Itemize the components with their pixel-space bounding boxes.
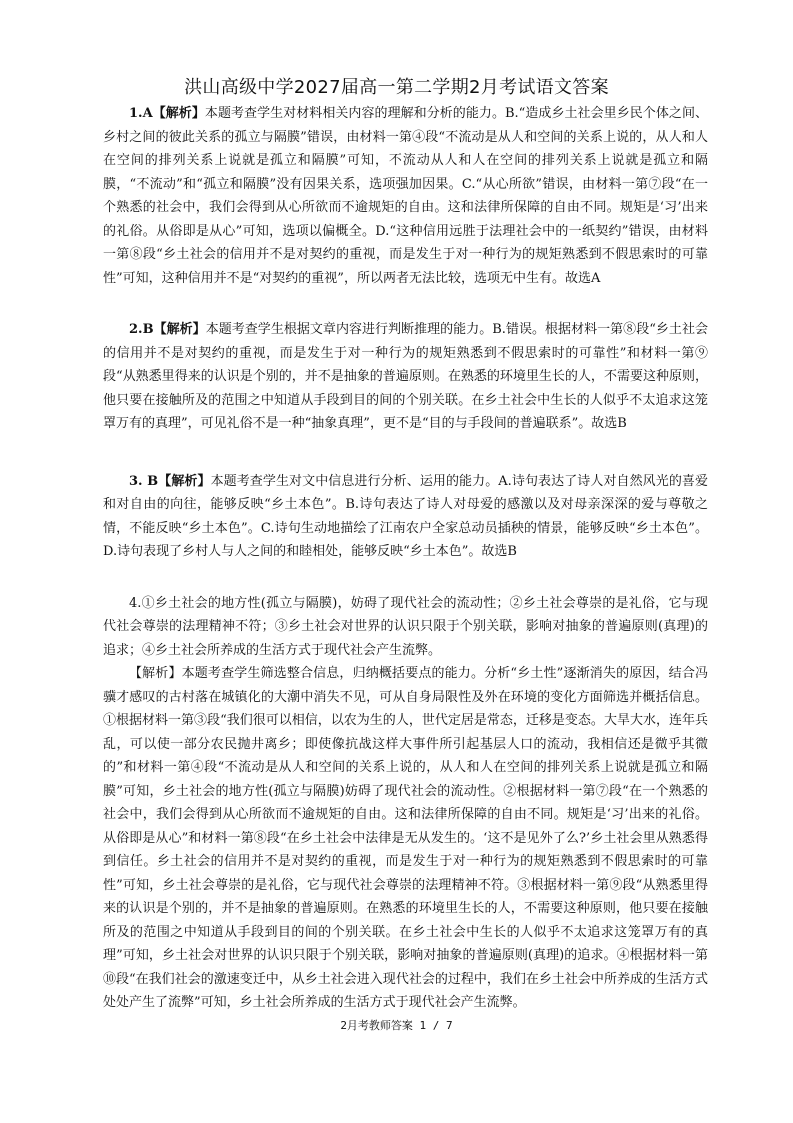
answer-1-lead: 1.A【解析】: [129, 106, 205, 121]
answer-2-text: 本题考查学生根据文章内容进行判断推理的能力。B.错误。根据材料一第⑧段“乡土社会的信用并不是对契约的重视，而是发生于对一种行为的规矩熟悉到不假思索时的可靠性”和材料一第⑨段“从熟悉里得来的认识是个别的，并不是抽象的普遍原则。在熟悉的环境里生长的人，不需要这种原则，他只要在接触所及的范围之中知道从手段到目的间的个别关联。在乡土社会中生长的人似乎不太追求这笼罩万有的真理”，可见礼俗不是一种“抽象真理”，更不是“目的与手段间的普遍联系”。故选B: [103, 322, 708, 431]
answer-4: [103, 592, 708, 663]
answer-content: [103, 102, 708, 1015]
answer-4-analysis-text: 本题考查学生筛选整合信息，归纳概括要点的能力。分析“乡土性”逐渐消失的原因，结合冯骥才感叹的古村落在城镇化的大潮中消失不见，可从自身局限性及外在环境的变化方面筛选并概括信息。①根据材料一第③段“我们很可以相信，以农为生的人，世代定居是常态，迁移是变态。大旱大水，连年兵乱，可以使一部分农民抛井离乡；即使像抗战这样大事件所引起基层人口的流动，我相信还是微乎其微的”和材料一第④段“不流动是从人和空间的关系上说的，从人和人在空间的排列关系上说就是孤立和隔膜”可知，乡土社会的地方性(孤立与隔膜)妨碍了现代社会的流动性。②根据材料一第⑦段“在一个熟悉的社会中，我们会得到从心所欲而不逾规矩的自由。这和法律所保障的自由不同。规矩是‘习’出来的礼俗。从俗即是从心”和材料一第⑧段“在乡土社会中法律是无从发生的。‘这不是见外了么?’乡土社会里从熟悉得到信任。乡土社会的信用并不是对契约的重视，而是发生于对一种行为的规矩熟悉到不假思索时的可靠性”可知，乡土社会尊崇的是礼俗，它与现代社会尊崇的法理精神不符。③根据材料一第⑨段“从熟悉里得来的认识是个别的，并不是抽象的普遍原则。在熟悉的环境里生长的人，不需要这种原则，他只要在接触所及的范围之中知道从手段到目的间的个别关联。在乡土社会中生长的人似乎不太追求这笼罩万有的真理”可知，乡土社会对世界的认识只限于个别关联，影响对抽象的普遍原则(真理)的追求。④根据材料一第⑩段“在我们社会的激速变迁中，从乡土社会进入现代社会的过程中，我们在乡土社会中所养成的生活方式处处产生了流弊”可知，乡土社会所养成的生活方式于现代社会产生流弊。: [103, 666, 708, 1010]
answer-3-lead: 3. B【解析】: [129, 473, 211, 489]
answer-4-lead: 4.: [129, 595, 142, 611]
answer-2: [103, 318, 708, 436]
answer-3-text: 本题考查学生对文中信息进行分析、运用的能力。A.诗句表达了诗人对自然风光的喜爱和对自由的向往，能够反映“乡土本色”。B.诗句表达了诗人对母爱的感激以及对母亲深深的爱与尊敬之情，不能反映“乡土本色”。C.诗句生动地描绘了江南农户全家总动员插秧的情景，能够反映“乡土本色”。 D.诗句表现了乡村人与人之间的和睦相处，能够反映“乡土本色”。故选B: [103, 473, 708, 559]
answer-3: [103, 470, 708, 564]
spacer: [103, 436, 708, 470]
page-title: 洪山高级中学2027届高一第二学期2月考试语文答案: [184, 77, 609, 98]
answer-4-analysis-lead: 【解析】: [129, 666, 182, 681]
spacer: [103, 564, 708, 592]
answer-2-lead: 2.B【解析】: [129, 322, 206, 337]
answer-1-text: 本题考查学生对材料相关内容的理解和分析的能力。B.“造成乡土社会里乡民个体之间、乡村之间的彼此关系的孤立与隔膜”错误，由材料一第④段“不流动是从人和空间的关系上说的，从人和人在空间的排列关系上说就是孤立和隔膜”可知，不流动从人和人在空间的排列关系上说就是孤立和隔膜，“不流动”和“孤立和隔膜”没有因果关系，选项强加因果。C.“从心所欲”错误，由材料一第⑦段“在一个熟悉的社会中，我们会得到从心所欲而不逾规矩的自由。这和法律所保障的自由不同。规矩是‘习’出来的礼俗。从俗即是从心”可知，选项以偏概全。D.“这种信用远胜于法理社会中的一纸契约”错误，由材料一第⑧段“乡土社会的信用并不是对契约的重视，而是发生于对一种行为的规矩熟悉到不假思索时的可靠性”可知，这种信用并不是“对契约的重视”，所以两者无法比较，选项无中生有。故选A: [103, 106, 708, 286]
page-footer: 2月考教师答案 1 / 7: [340, 1019, 453, 1032]
answer-4-analysis: [103, 662, 708, 1015]
answer-1: [103, 102, 708, 290]
spacer: [103, 290, 708, 318]
answer-4-text: ①乡土社会的地方性(孤立与隔膜)，妨碍了现代社会的流动性；②乡土社会尊崇的是礼俗，它与现代社会尊崇的法理精神不符；③乡土社会对世界的认识只限于个别关联，影响对抽象的普遍原则(真理)的追求；④乡土社会所养成的生活方式于现代社会产生流弊。: [103, 595, 708, 658]
